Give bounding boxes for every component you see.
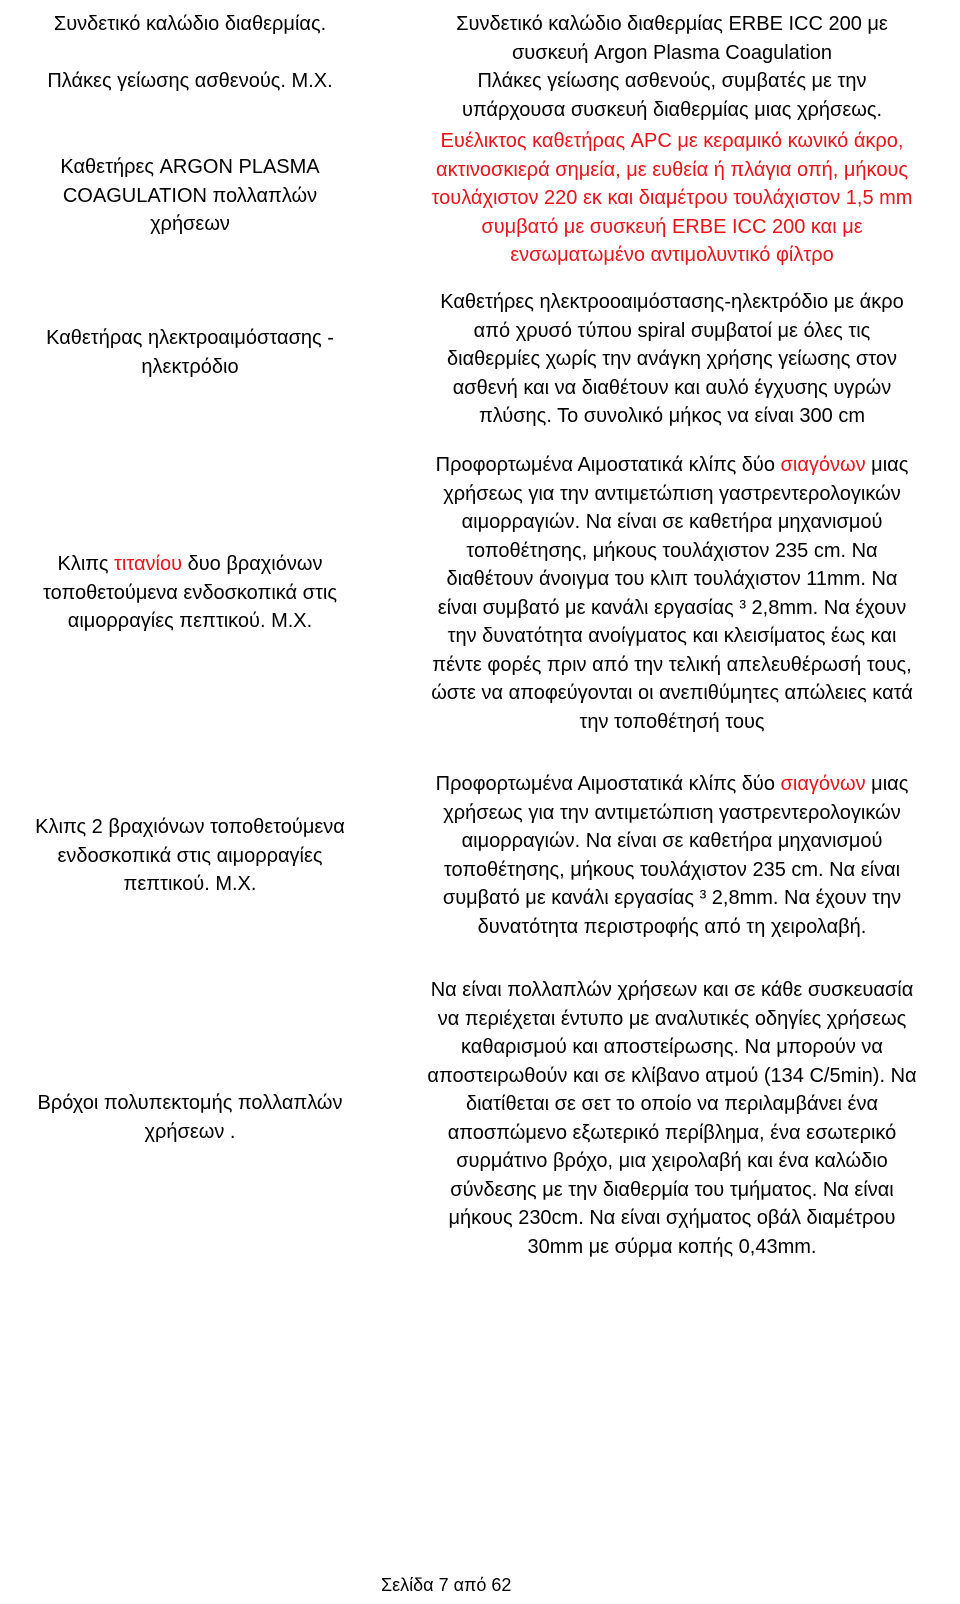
spec-line: συρμάτινο βρόχο, μια χειρολαβή και ένα καλώδιο — [456, 1150, 888, 1172]
item-name-cell — [0, 550, 380, 636]
spec-line: από χρυσό τύπου spiral συμβατοί με όλες τις — [473, 319, 871, 342]
spec-line: τουλάχιστον 220 εκ και διαμέτρου τουλάχιστον 1,5 mm — [431, 187, 913, 209]
item-name-line: Συνδετικό καλώδιο διαθερμίας. — [53, 13, 327, 35]
spec-line: διατίθεται σε σετ το οποίο να περιλαμβάνει ένα — [465, 1093, 879, 1115]
item-name-line: Καθετήρες ARGON PLASMA — [60, 156, 320, 178]
spec-text: μιας — [865, 773, 909, 795]
spec-line: ασθενή και να διαθέτουν και αυλό έγχυσης υγρών — [452, 376, 892, 399]
spec-line: ώστε να αποφεύγονται οι ανεπιθύμητες απώλειες κατά — [431, 682, 913, 704]
item-spec-cell — [384, 10, 960, 124]
item-name-line: Βρόχοι πολυπεκτομής πολλαπλών — [37, 1092, 343, 1114]
spec-line — [384, 451, 960, 480]
spec-line: αποστειρωθούν και σε κλίβανο ατμού (134 C/5min). Να — [427, 1064, 917, 1087]
item-name-cell — [0, 10, 380, 96]
item-name-line: χρήσεων . — [144, 1120, 236, 1143]
spec-line: ακτινοσκιερά σημεία, με ευθεία ή πλάγια οπή, μήκους — [436, 158, 908, 181]
item-name-line — [0, 550, 380, 579]
spec-line: αποσπώμενο εξωτερικό περίβλημα, ένα εσωτερικό — [447, 1121, 897, 1144]
spec-line: Συνδετικό καλώδιο διαθερμίας ERBE ICC 200 με — [456, 13, 888, 35]
spec-line — [384, 770, 960, 799]
spec-line: σύνδεσης με την διαθερμία του τμήματος. Να είναι — [450, 1178, 894, 1201]
item-spec-cell — [384, 770, 960, 941]
spec-line: διαθερμίες χωρίς την ανάγκη χρήσης γείωσης στον — [447, 348, 897, 370]
spec-text: Προφορτωμένα Αιμοστατικά κλίπς δύο — [435, 773, 781, 795]
spec-line: συμβατό με συσκευή ERBE ICC 200 και με — [481, 215, 863, 238]
item-name-line: αιμορραγίες πεπτικού. Μ.Χ. — [67, 610, 313, 632]
spec-line: χρήσεως για την αντιμετώπιση γαστρεντερολογικών — [443, 801, 901, 824]
item-name-text: Κλιπς — [57, 553, 115, 575]
spec-line: την δυνατότητα ανοίγματος και κλεισίματος έως και — [447, 625, 897, 647]
item-name-cell — [0, 153, 380, 239]
spec-line: τοποθέτησης, μήκους τουλάχιστον 235 cm. Να είναι — [443, 858, 901, 881]
spec-line: αιμορραγιών. Να είναι σε καθετήρα μηχανισμού — [461, 511, 883, 533]
spec-line: Καθετήρες ηλεκτροοαιμόστασης-ηλεκτρόδιο με άκρο — [440, 291, 904, 313]
spec-line: συσκευή Argon Plasma Coagulation — [511, 41, 833, 64]
item-name-cell — [0, 1089, 380, 1146]
item-spec-cell — [384, 976, 960, 1261]
spec-line: καθαρισμού και αποστείρωσης. Να μπορούν να — [461, 1036, 883, 1058]
item-spec-cell — [384, 451, 960, 736]
spec-line: πλύσης. Το συνολικό μήκος να είναι 300 cm — [478, 405, 866, 427]
item-spec-cell — [384, 288, 960, 431]
item-name-text: δυο βραχιόνων — [182, 553, 323, 575]
spec-line: Ευέλικτος καθετήρας APC με κεραμικό κωνικό άκρο, — [440, 130, 904, 152]
spec-line: υπάρχουσα συσκευή διαθερμίας μιας χρήσεως. — [461, 98, 883, 121]
item-spec-cell — [384, 127, 960, 270]
spec-line: συμβατό με κανάλι εργασίας ³ 2,8mm. Να έχουν την — [442, 887, 902, 909]
spec-highlight: σιαγόνων — [780, 773, 866, 795]
spec-line: πέντε φορές πριν από την τελική απελευθέρωσή τους, — [432, 653, 912, 676]
spec-line: διαθέτουν άνοιγμα του κλιπ τουλάχιστον 11mm. Να — [446, 568, 898, 590]
item-name-line: πεπτικού. Μ.Χ. — [123, 873, 257, 895]
spec-line: χρήσεως για την αντιμετώπιση γαστρεντερολογικών — [443, 482, 901, 505]
page-number: Σελίδα 7 από 62 — [381, 1575, 512, 1595]
spec-line: να περιέχεται έντυπο με αναλυτικές οδηγίες χρήσεως — [437, 1007, 907, 1030]
spec-highlight: σιαγόνων — [780, 454, 866, 476]
item-name-line: COAGULATION πολλαπλών — [62, 184, 318, 207]
item-name-cell — [0, 324, 380, 381]
item-name-line: χρήσεων — [150, 213, 230, 235]
spec-line: είναι συμβατό με κανάλι εργασίας ³ 2,8mm. Να έχουν — [437, 596, 907, 619]
spec-line: 30mm με σύρμα κοπής 0,43mm. — [527, 1235, 817, 1258]
item-name-cell — [0, 813, 380, 899]
spec-text: Προφορτωμένα Αιμοστατικά κλίπς δύο — [435, 454, 781, 476]
item-name-line: ηλεκτρόδιο — [141, 355, 239, 378]
spec-line: τοποθέτησης, μήκους τουλάχιστον 235 cm. Να — [466, 539, 878, 562]
item-name-line: τοποθετούμενα ενδοσκοπικά στις — [43, 581, 337, 604]
spec-line: την τοποθέτησή τους — [579, 710, 765, 733]
spec-line: Πλάκες γείωσης ασθενούς, συμβατές με την — [477, 70, 867, 92]
item-name-line: ενδοσκοπικά στις αιμορραγίες — [57, 844, 323, 867]
item-name-line: Κλιπς 2 βραχιόνων τοποθετούμενα — [35, 816, 345, 838]
item-name-highlight: τιτανίου — [114, 553, 183, 575]
spec-line: ενσωματωμένο αντιμολυντικό φίλτρο — [510, 244, 834, 266]
spec-line: αιμορραγιών. Να είναι σε καθετήρα μηχανισμού — [461, 830, 883, 852]
item-name-line: Καθετήρας ηλεκτροαιμόστασης - — [46, 327, 334, 349]
spec-line: Να είναι πολλαπλών χρήσεων και σε κάθε συσκευασία — [430, 979, 914, 1001]
item-name-line — [0, 39, 380, 68]
item-name-line: Πλάκες γείωσης ασθενούς. Μ.Χ. — [47, 70, 333, 92]
spec-text: μιας — [865, 454, 909, 476]
spec-line: δυνατότητα περιστροφής από τη χειρολαβή. — [477, 915, 867, 938]
spec-line: μήκους 230cm. Να είναι σχήματος οβάλ διαμέτρου — [448, 1207, 896, 1229]
